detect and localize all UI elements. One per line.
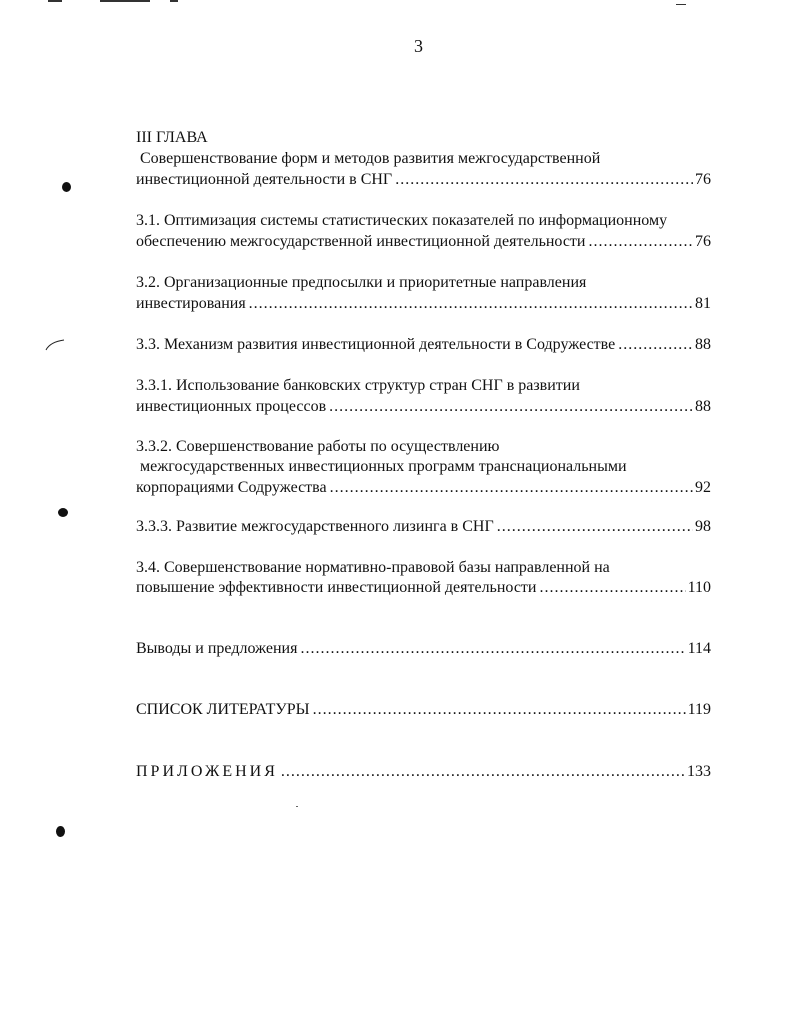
toc-entry-3-1[interactable]	[136, 232, 711, 252]
leader-dots	[395, 170, 693, 190]
section-3-4-line-2: повышение эффективности инвестиционной деятельности	[136, 579, 537, 596]
leader-dots	[281, 762, 685, 782]
page-ref: 110	[687, 579, 711, 596]
scan-artifact-top-right	[676, 4, 686, 5]
toc-entry-appendices[interactable]	[136, 762, 711, 782]
leader-dots	[249, 294, 693, 314]
section-3-3-2-line-1: 3.3.2. Совершенствование работы по осуществлению	[136, 438, 500, 455]
page-ref: 98	[695, 518, 711, 535]
section-3-3-2-line-3: корпорациями Содружества	[136, 479, 327, 496]
page-ref: 88	[695, 336, 711, 353]
page-ref: 119	[687, 701, 711, 718]
leader-dots	[588, 232, 693, 252]
leader-dots	[618, 335, 693, 355]
page-number: 3	[414, 36, 423, 56]
toc-entry-3-3-3[interactable]	[136, 517, 711, 537]
appendices-title: ПРИЛОЖЕНИЯ	[136, 763, 278, 780]
leader-dots	[539, 578, 685, 598]
leader-dots	[300, 639, 685, 659]
section-3-2-line-2: инвестирования	[136, 295, 246, 312]
section-3-2-line-1: 3.2. Организационные предпосылки и приоритетные направления	[136, 274, 587, 291]
leader-dots	[497, 517, 693, 537]
scan-artifact-top-mid	[100, 0, 150, 2]
scan-artifact-speck	[296, 806, 298, 807]
section-3-3-1-line-2: инвестиционных процессов	[136, 398, 327, 415]
page-ref: 81	[695, 295, 711, 312]
section-3-3-3-line-1: 3.3.3. Развитие межгосударственного лизинга в СНГ	[136, 518, 494, 535]
toc-entry-3-2[interactable]	[136, 294, 711, 314]
section-3-1-line-1: 3.1. Оптимизация системы статистических показателей по информационному	[136, 212, 668, 229]
pen-mark	[44, 338, 66, 352]
page-ref: 114	[687, 640, 711, 657]
chapter-heading: III ГЛАВА	[136, 129, 208, 146]
page-ref: 92	[695, 479, 711, 496]
section-3-3-1-line-1: 3.3.1. Использование банковских структур стран СНГ в развитии	[136, 377, 580, 394]
toc-entry-3-3-1[interactable]	[136, 397, 711, 417]
page-ref: 76	[695, 233, 711, 250]
toc-entry-chapter-3[interactable]	[136, 170, 711, 190]
binder-hole-mark-2	[58, 508, 68, 517]
leader-dots	[313, 700, 686, 720]
toc-entry-bibliography[interactable]	[136, 700, 711, 720]
toc-entry-3-3[interactable]	[136, 335, 711, 355]
binder-hole-mark-1	[62, 182, 71, 192]
toc-entry-3-4[interactable]	[136, 578, 711, 598]
section-3-1-line-2: обеспечению межгосударственной инвестиционной деятельности	[136, 233, 586, 250]
chapter-title-line-1: Совершенствование форм и методов развития межгосударственной	[140, 150, 601, 167]
scan-artifact-top-left	[48, 0, 62, 2]
page-ref: 133	[687, 763, 711, 780]
page-ref: 88	[695, 398, 711, 415]
bibliography-title: СПИСОК ЛИТЕРАТУРЫ	[136, 701, 310, 718]
leader-dots	[330, 478, 693, 498]
scan-artifact-top-small	[170, 0, 178, 2]
binder-hole-mark-3	[56, 826, 65, 837]
section-3-3-2-line-2: межгосударственных инвестиционных программ транснациональными	[140, 458, 627, 475]
toc-entry-conclusions[interactable]	[136, 639, 711, 659]
chapter-title-line-2: инвестиционной деятельности в СНГ	[136, 171, 393, 188]
page-ref: 76	[695, 171, 711, 188]
leader-dots	[329, 397, 693, 417]
section-3-4-line-1: 3.4. Совершенствование нормативно-правовой базы направленной на	[136, 559, 610, 576]
conclusions-title: Выводы и предложения	[136, 640, 298, 657]
toc-entry-3-3-2[interactable]	[136, 478, 711, 498]
section-3-3-line-1: 3.3. Механизм развития инвестиционной деятельности в Содружестве	[136, 336, 616, 353]
